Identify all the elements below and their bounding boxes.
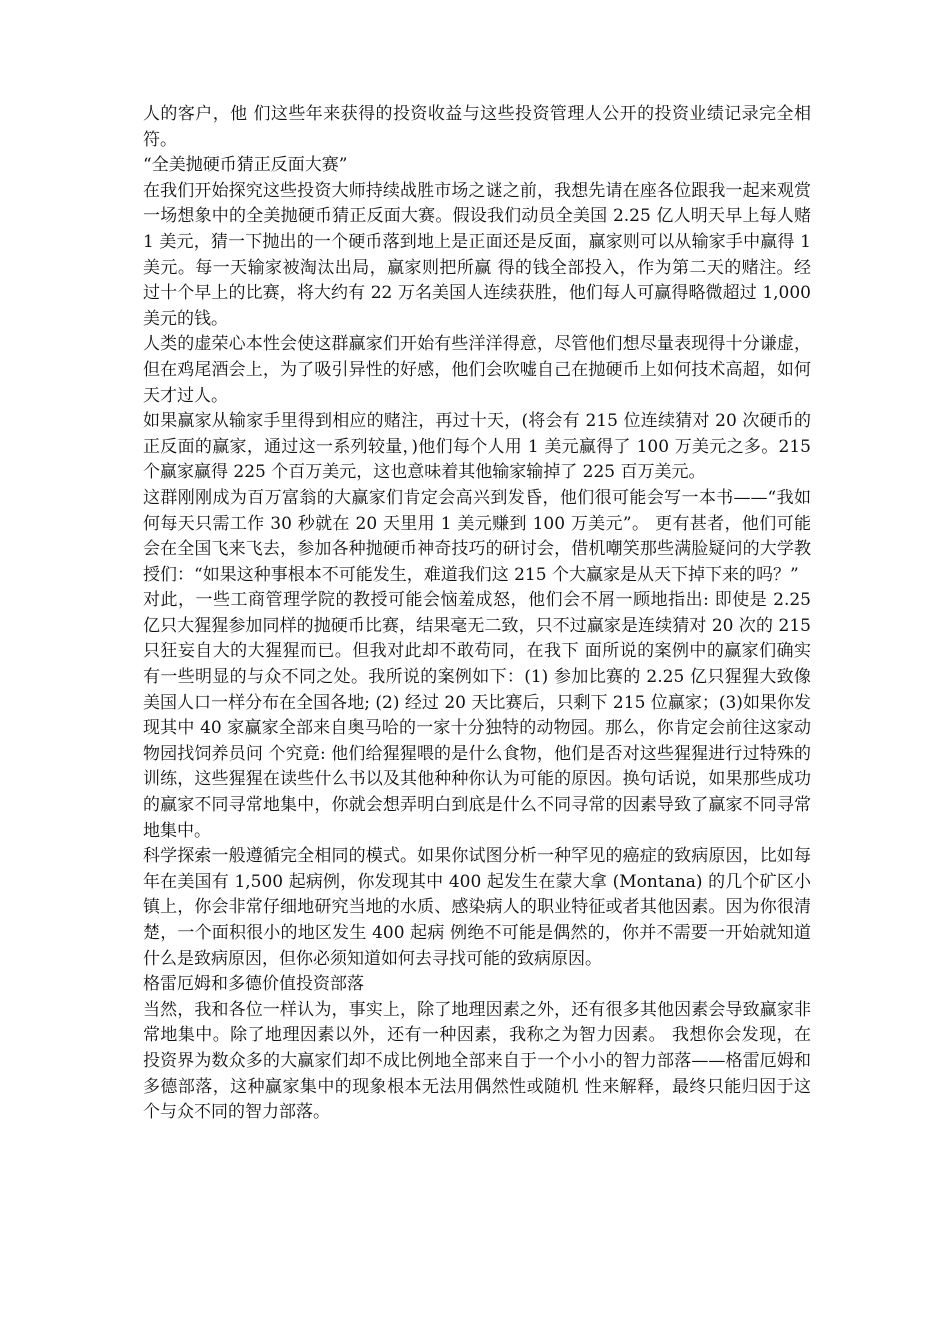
paragraph-scientific-inquiry: 科学探索一般遵循完全相同的模式。如果你试图分析一种罕见的癌症的致病原因，比如每年在美国有 1,500 起病例，你发现其中 400 起发生在蒙大拿 (Montana) 的几个矿区小镇上，你会非常仔细地研究当地的水质、感染病人的职业特征或者其他因素。因为你很清楚，一个面积很小的地区发生 400 起病 例绝不可能是偶然的，你并不需要一开始就知道什么是致病原因，但你必须知道如何去寻找可能的致病原因。 bbox=[143, 846, 811, 969]
paragraph-vanity: 人类的虚荣心本性会使这群赢家们开始有些洋洋得意，尽管他们想尽量表现得十分谦虚，但在鸡尾酒会上，为了吸引异性的好感，他们会吹嘘自己在抛硬币上如何技术高超，如何天才过人。 bbox=[143, 334, 811, 406]
section-heading-graham-dodd: 格雷厄姆和多德价值投资部落 bbox=[143, 974, 364, 995]
section-heading-coin-contest: “全美抛硬币猜正反面大赛” bbox=[143, 155, 348, 176]
paragraph-ten-more-days: 如果赢家从输家手里得到相应的赌注，再过十天，(将会有 215 位连续猜对 20 次硬币的正反面的赢家，通过这一系列较量，)他们每个人用 1 美元赢得了 100 万美元之多。215 个赢家赢得 225 个百万美元，这也意味着其他输家输掉了 225 百万美元。 bbox=[143, 411, 811, 483]
paragraph-millionaires-book: 这群刚刚成为百万富翁的大赢家们肯定会高兴到发昏，他们很可能会写一本书——“我如何每天只需工作 30 秒就在 20 天里用 1 美元赚到 100 万美元”。 更有甚者，他们可能会在全国飞来飞去，参加各种抛硬币神奇技巧的研讨会，借机嘲笑那些满脸疑问的大学教授们：“如果这种事根本不可能发生，难道我们这 215 个大赢家是从天下掉下来的吗？” bbox=[143, 487, 811, 585]
paragraph-orangutans: 对此，一些工商管理学院的教授可能会恼羞成怒，他们会不屑一顾地指出: 即使是 2.25 亿只大猩猩参加同样的抛硬币比赛，结果毫无二致，只不过赢家是连续猜对 20 次的 215 只狂妄自大的大猩猩而已。但我对此却不敢苟同，在我下 面所说的案例中的赢家们确实有一些明显的与众不同之处。我所说的案例如下：(1) 参加比赛的 2.25 亿只猩猩大致像美国人口一样分布在全国各地; (2) 经过 20 天比赛后，只剩下 215 位赢家；(3)如果你发现其中 40 家赢家全部来自奥马哈的一家十分独特的动物园。那么，你肯定会前往这家动物园找饲养员问 个究竟: 他们给猩猩喂的是什么食物，他们是否对这些猩猩进行过特殊的训练，这些猩猩在读些什么书以及其他种种你认为可能的原因。换句话说，如果那些成功的赢家不同寻常地集中，你就会想弄明白到底是什么不同寻常的因素导致了赢家不同寻常地集中。 bbox=[143, 590, 811, 841]
document-body bbox=[143, 102, 811, 1126]
paragraph-intellectual-village: 当然，我和各位一样认为，事实上，除了地理因素之外，还有很多其他因素会导致赢家非常地集中。除了地理因素以外，还有一种因素，我称之为智力因素。 我想你会发现，在投资界为数众多的大赢家们却不成比例地全部来自于一个小小的智力部落——格雷厄姆和多德部落，这种赢家集中的现象根本无法用偶然性或随机 性来解释，最终只能归因于这个与众不同的智力部落。 bbox=[143, 999, 811, 1123]
paragraph-contest-setup: 在我们开始探究这些投资大师持续战胜市场之谜之前，我想先请在座各位跟我一起来观赏一场想象中的全美抛硬币猜正反面大赛。假设我们动员全美国 2.25 亿人明天早上每人赌 1 美元，猜一下抛出的一个硬币落到地上是正面还是反面，赢家则可以从输家手中赢得 1 美元。每一天输家被淘汰出局，赢家则把所赢 得的钱全部投入，作为第二天的赌注。经过十个早上的比赛，将大约有 22 万名美国人连续获胜，他们每人可赢得略微超过 1,000 美元的钱。 bbox=[143, 180, 811, 329]
paragraph-client-returns: 人的客户，他 们这些年来获得的投资收益与这些投资管理人公开的投资业绩记录完全相符。 bbox=[143, 104, 811, 150]
